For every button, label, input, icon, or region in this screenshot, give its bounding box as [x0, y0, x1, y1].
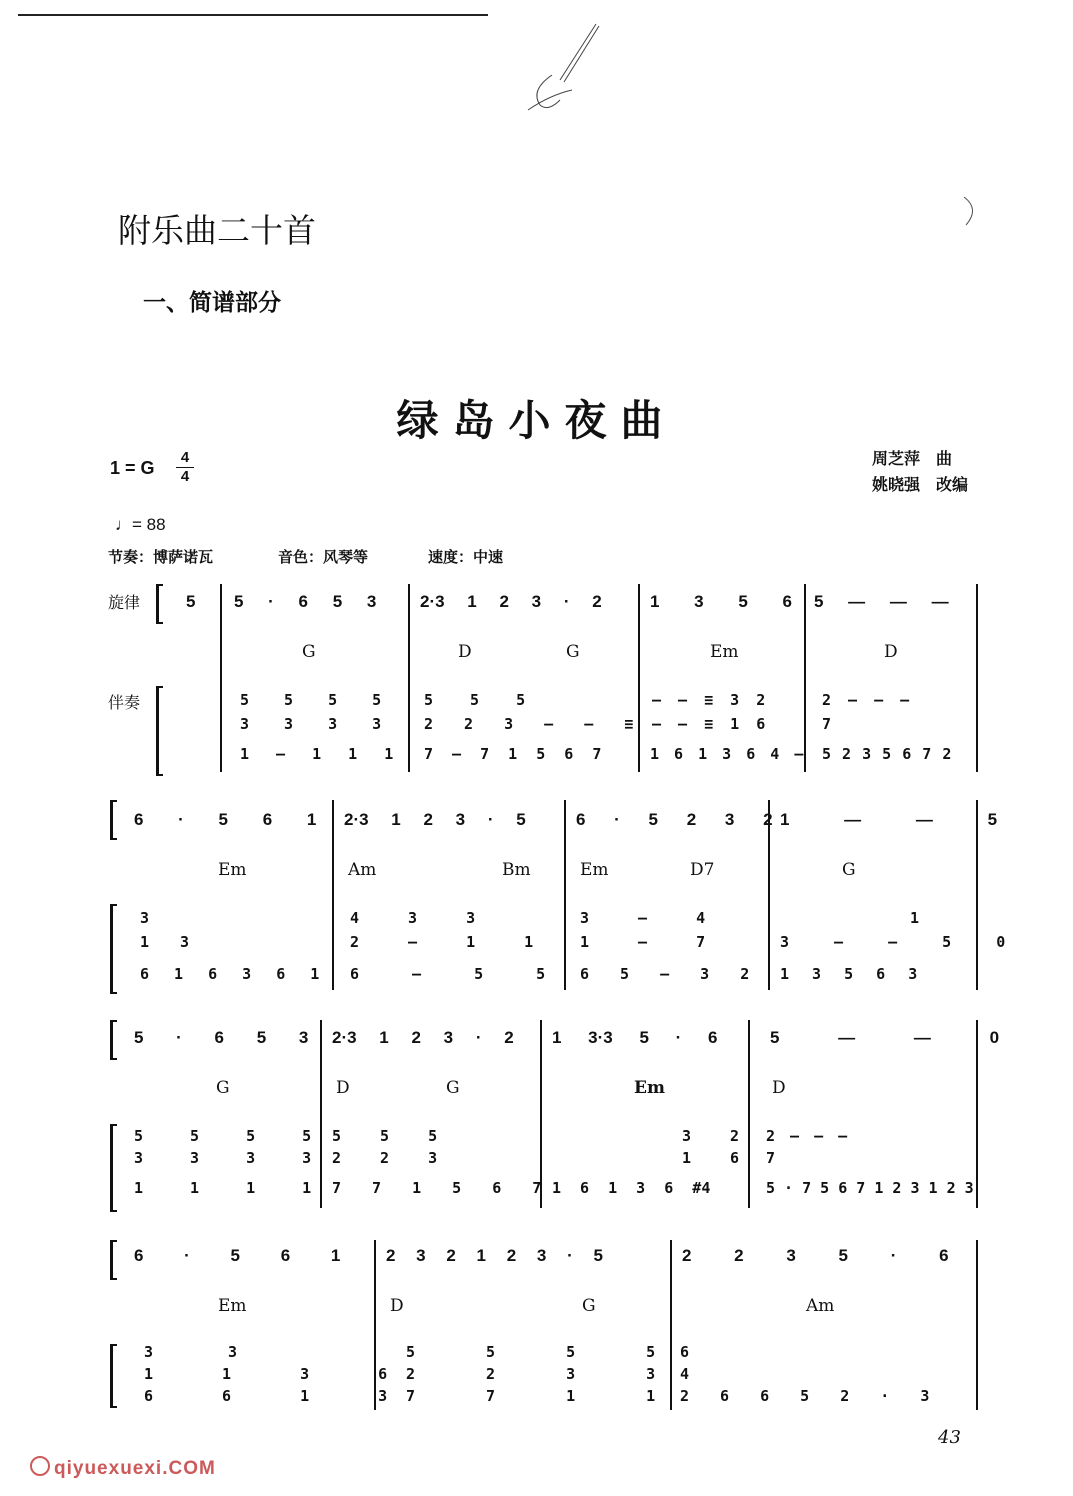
accomp-middle: 7 [766, 1149, 776, 1167]
chord-symbol: Em [710, 642, 739, 662]
chord-symbol: G [842, 860, 856, 880]
melody-measure: 5 — — — [814, 592, 949, 611]
time-signature-top: 4 [180, 449, 190, 466]
accomp-middle: 2 — 1 1 [350, 933, 534, 951]
melody-measure: 1 3 5 6 [650, 592, 792, 611]
accomp-middle: 4 [680, 1365, 690, 1383]
accomp-middle: 3 3 3 3 [240, 715, 382, 733]
melody-measure: 1 3·3 5 · 6 [552, 1028, 718, 1047]
melody-measure: 2 3 2 1 2 3 · 5 [386, 1246, 603, 1265]
time-signature-bottom: 4 [180, 468, 190, 485]
chord-symbol: Em [218, 1296, 247, 1316]
chord-symbol: G [302, 642, 316, 662]
accomp-top: 5 5 5 [332, 1127, 438, 1145]
melody-measure: 1 — — 5 [780, 810, 998, 829]
composer-credit: 周芝萍 曲 [872, 451, 953, 468]
melody-measure: 2·3 1 2 3 · 5 [344, 810, 526, 829]
melody-bracket [156, 584, 163, 624]
chord-symbol: G [566, 642, 580, 662]
accomp-bass: 6 5 — 3 2 [580, 965, 750, 983]
watermark [30, 1456, 216, 1480]
chord-symbol: Am [806, 1296, 835, 1316]
barline [220, 584, 222, 772]
section-title: 附乐曲二十首 [118, 211, 316, 250]
melody-measure: 6 · 5 6 1 [134, 810, 317, 829]
barline [564, 800, 566, 990]
accomp-bass: 1 3 5 6 3 [780, 965, 918, 983]
accomp-bass: 1 6 1 3 6 #4 [552, 1179, 711, 1197]
chord-symbol: Em [634, 1078, 665, 1098]
accomp-top: 6 [680, 1343, 690, 1361]
timbre-label: 音色：风琴等 [278, 549, 369, 566]
sub-title: 一、简谱部分 [143, 289, 281, 315]
accomp-bracket [110, 904, 117, 994]
barline [320, 1020, 322, 1208]
chord-symbol: G [582, 1296, 596, 1316]
accomp-middle: 1 3 [140, 933, 190, 951]
chord-symbol: D [336, 1078, 350, 1098]
melody-measure: 2·3 1 2 3 · 2 [332, 1028, 514, 1047]
accomp-middle: 3 3 3 3 [134, 1149, 312, 1167]
accomp-bass: 7 — 7 1 5 6 7 [424, 745, 602, 763]
barline [638, 584, 640, 772]
chord-symbol: Bm [502, 860, 531, 880]
accomp-top: 1 [910, 909, 920, 927]
accomp-bass: 6 6 1 3 [144, 1387, 388, 1405]
melody-measure: 6 · 5 6 1 [134, 1246, 341, 1265]
barline [976, 584, 978, 772]
corner-mark-icon [960, 195, 990, 235]
melody-measure: 5 · 6 5 3 [234, 592, 377, 611]
accomp-top: 3 3 [144, 1343, 238, 1361]
accomp-bracket [110, 1344, 117, 1408]
accomp-top: 5 5 5 5 [240, 691, 382, 709]
accomp-middle: 1 6 [682, 1149, 740, 1167]
melody-measure: 2 2 3 5 · 6 [682, 1246, 949, 1265]
accomp-middle: 1 1 3 6 [144, 1365, 388, 1383]
accomp-bracket [110, 1124, 117, 1212]
barline [804, 584, 806, 772]
accomp-bass: 6 1 6 3 6 1 [140, 965, 320, 983]
accomp-top: 4 3 3 [350, 909, 476, 927]
melody-measure: 5 · 6 5 3 [134, 1028, 309, 1047]
chord-symbol: D [884, 642, 898, 662]
accomp-bass: 7 7 1 5 6 7 [332, 1179, 542, 1197]
accomp-bass: 5 2 3 5 6 7 2 [822, 745, 952, 763]
accomp-top: 2 — — — [822, 691, 910, 709]
page-number: 43 [938, 1427, 961, 1448]
pen-sketch-icon [520, 20, 610, 120]
barline [408, 584, 410, 772]
accomp-bass: 7 7 1 1 [406, 1387, 656, 1405]
melody-bracket [110, 1240, 117, 1280]
chord-symbol: Am [348, 860, 377, 880]
accomp-bracket [156, 686, 163, 776]
song-title: 绿岛小夜曲 [396, 396, 677, 445]
melody-bracket [110, 800, 117, 840]
key-signature: 1 = G [110, 458, 155, 478]
arranger-credit: 姚晓强 改编 [872, 477, 969, 494]
barline [670, 1240, 672, 1410]
melody-measure: 2·3 1 2 3 · 2 [420, 592, 602, 611]
accomp-middle: 7 [822, 715, 832, 733]
accomp-middle: 2 2 3 3 [406, 1365, 656, 1383]
accomp-bass: 6 — 5 5 [350, 965, 546, 983]
chord-symbol: D7 [690, 860, 715, 880]
accomp-middle: 1 — 7 [580, 933, 706, 951]
chord-symbol: Em [580, 860, 609, 880]
barline [748, 1020, 750, 1208]
chord-symbol: D [390, 1296, 404, 1316]
barline [332, 800, 334, 990]
chord-symbol: D [772, 1078, 786, 1098]
accompaniment-label: 伴奏 [108, 693, 141, 712]
accomp-bass: 1 6 1 3 6 4 — [650, 745, 804, 763]
barline [976, 1240, 978, 1410]
watermark-text: qiyuexuexi.COM [54, 1458, 216, 1479]
accomp-middle: — — ≡ 1 6 [652, 715, 766, 733]
accomp-middle: 2 2 3 — — ≡ [424, 715, 634, 733]
accomp-bass: 1 — 1 1 1 [240, 745, 394, 763]
melody-label: 旋律 [108, 593, 141, 612]
tempo-marking: ♩= 88 [115, 515, 166, 534]
rhythm-label: 节奏：博萨诺瓦 [108, 549, 214, 566]
accomp-top: 3 [140, 909, 150, 927]
accomp-top: 3 — 4 [580, 909, 706, 927]
watermark-logo-icon [30, 1456, 50, 1476]
melody-measure: 5 [186, 592, 196, 611]
speed-label: 速度：中速 [428, 549, 504, 566]
accomp-top: 3 2 [682, 1127, 740, 1145]
accomp-bass: 5 · 7 5 6 7 1 2 3 1 2 3 [766, 1179, 974, 1197]
accomp-bass: 1 1 1 1 [134, 1179, 312, 1197]
top-rule [18, 14, 488, 16]
accomp-top: 5 5 5 5 [134, 1127, 312, 1145]
accomp-top: — — ≡ 3 2 [652, 691, 766, 709]
time-signature [176, 450, 194, 485]
accomp-top: 2 — — — [766, 1127, 848, 1145]
chord-symbol: G [446, 1078, 460, 1098]
melody-measure: 5 — — 0 [770, 1028, 1000, 1047]
accomp-top: 5 5 5 5 [406, 1343, 656, 1361]
melody-measure: 6 · 5 2 3 2 [576, 810, 773, 829]
accomp-middle: 2 2 3 [332, 1149, 438, 1167]
chord-symbol: Em [218, 860, 247, 880]
chord-symbol: G [216, 1078, 230, 1098]
accomp-bass: 2 6 6 5 2 · 3 [680, 1387, 930, 1405]
chord-symbol: D [458, 642, 472, 662]
accomp-top: 5 5 5 [424, 691, 526, 709]
melody-bracket [110, 1020, 117, 1060]
barline [976, 1020, 978, 1208]
accomp-middle: 3 — — 5 0 [780, 933, 1006, 951]
